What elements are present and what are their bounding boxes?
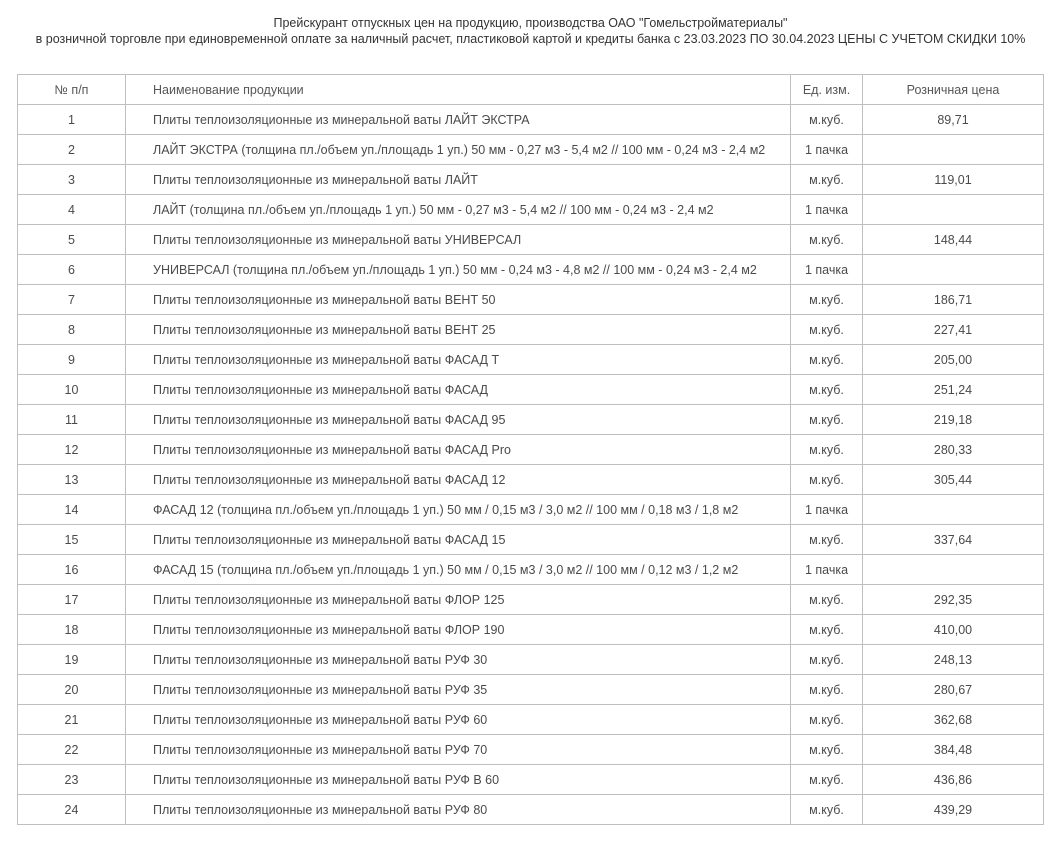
header-row [18,75,1044,105]
table-row [18,255,1044,285]
cell-num: 13 [18,465,126,495]
cell-unit: м.куб. [791,705,863,735]
cell-price: 205,00 [863,345,1044,375]
cell-price: 89,71 [863,105,1044,135]
cell-price: 148,44 [863,225,1044,255]
header-price: Розничная цена [863,75,1044,105]
cell-price [863,195,1044,225]
heading-line-1: Прейскурант отпускных цен на продукцию, производства ОАО "Гомельстройматериалы" [273,16,788,30]
cell-num: 23 [18,765,126,795]
header-unit: Ед. изм. [791,75,863,105]
cell-price: 219,18 [863,405,1044,435]
cell-unit: 1 пачка [791,555,863,585]
table-row [18,705,1044,735]
cell-price: 337,64 [863,525,1044,555]
cell-name: Плиты теплоизоляционные из минеральной ваты ФЛОР 190 [126,615,791,645]
cell-unit: м.куб. [791,435,863,465]
cell-price: 362,68 [863,705,1044,735]
cell-num: 2 [18,135,126,165]
cell-unit: м.куб. [791,105,863,135]
header-name: Наименование продукции [126,75,791,105]
cell-unit: м.куб. [791,675,863,705]
cell-unit: 1 пачка [791,495,863,525]
cell-unit: 1 пачка [791,255,863,285]
cell-num: 14 [18,495,126,525]
cell-name: ЛАЙТ (толщина пл./объем уп./площадь 1 уп.) 50 мм - 0,27 м3 - 5,4 м2 // 100 мм - 0,24 м3 - 2,4 м2 [126,195,791,225]
cell-num: 11 [18,405,126,435]
cell-name: Плиты теплоизоляционные из минеральной ваты ФАСАД 15 [126,525,791,555]
cell-name: Плиты теплоизоляционные из минеральной ваты ФЛОР 125 [126,585,791,615]
cell-unit: м.куб. [791,405,863,435]
cell-name: Плиты теплоизоляционные из минеральной ваты УНИВЕРСАЛ [126,225,791,255]
cell-num: 6 [18,255,126,285]
table-row [18,495,1044,525]
cell-num: 16 [18,555,126,585]
cell-price [863,255,1044,285]
cell-num: 24 [18,795,126,825]
table-row [18,105,1044,135]
cell-name: ФАСАД 15 (толщина пл./объем уп./площадь 1 уп.) 50 мм / 0,15 м3 / 3,0 м2 // 100 мм / 0,12 м3 / 1,2 м2 [126,555,791,585]
cell-unit: м.куб. [791,375,863,405]
cell-name: ЛАЙТ ЭКСТРА (толщина пл./объем уп./площадь 1 уп.) 50 мм - 0,27 м3 - 5,4 м2 // 100 мм - 0,24 м3 - 2,4 м2 [126,135,791,165]
table-row [18,465,1044,495]
cell-num: 17 [18,585,126,615]
table-row [18,195,1044,225]
cell-unit: м.куб. [791,465,863,495]
table-row [18,405,1044,435]
price-table-header [18,75,1044,105]
cell-name: Плиты теплоизоляционные из минеральной ваты ЛАЙТ [126,165,791,195]
cell-price: 119,01 [863,165,1044,195]
table-row [18,375,1044,405]
cell-name: Плиты теплоизоляционные из минеральной ваты ФАСАД [126,375,791,405]
cell-price: 186,71 [863,285,1044,315]
cell-unit: 1 пачка [791,195,863,225]
cell-unit: м.куб. [791,795,863,825]
cell-unit: м.куб. [791,615,863,645]
cell-unit: м.куб. [791,735,863,765]
cell-name: Плиты теплоизоляционные из минеральной ваты ВЕНТ 50 [126,285,791,315]
cell-unit: м.куб. [791,765,863,795]
cell-price [863,495,1044,525]
cell-num: 19 [18,645,126,675]
cell-num: 3 [18,165,126,195]
table-row [18,765,1044,795]
cell-name: Плиты теплоизоляционные из минеральной ваты РУФ 30 [126,645,791,675]
table-row [18,645,1044,675]
cell-num: 10 [18,375,126,405]
cell-price [863,135,1044,165]
table-row [18,795,1044,825]
table-row [18,135,1044,165]
price-list-heading [0,15,1061,47]
cell-unit: м.куб. [791,225,863,255]
table-row [18,525,1044,555]
table-row [18,555,1044,585]
cell-price: 305,44 [863,465,1044,495]
table-row [18,675,1044,705]
cell-name: Плиты теплоизоляционные из минеральной ваты ВЕНТ 25 [126,315,791,345]
cell-price: 251,24 [863,375,1044,405]
cell-name: УНИВЕРСАЛ (толщина пл./объем уп./площадь 1 уп.) 50 мм - 0,24 м3 - 4,8 м2 // 100 мм - 0,24 м3 - 2,4 м2 [126,255,791,285]
cell-num: 9 [18,345,126,375]
cell-name: Плиты теплоизоляционные из минеральной ваты ФАСАД Т [126,345,791,375]
table-row [18,285,1044,315]
cell-num: 20 [18,675,126,705]
cell-name: Плиты теплоизоляционные из минеральной ваты ФАСАД 95 [126,405,791,435]
cell-price: 248,13 [863,645,1044,675]
cell-unit: 1 пачка [791,135,863,165]
cell-name: Плиты теплоизоляционные из минеральной ваты ФАСАД 12 [126,465,791,495]
cell-price: 280,67 [863,675,1044,705]
cell-price: 384,48 [863,735,1044,765]
cell-num: 1 [18,105,126,135]
cell-name: Плиты теплоизоляционные из минеральной ваты РУФ В 60 [126,765,791,795]
cell-unit: м.куб. [791,315,863,345]
table-row [18,345,1044,375]
cell-name: Плиты теплоизоляционные из минеральной ваты ЛАЙТ ЭКСТРА [126,105,791,135]
cell-price: 280,33 [863,435,1044,465]
cell-num: 12 [18,435,126,465]
price-table [17,74,1044,825]
cell-num: 22 [18,735,126,765]
cell-name: Плиты теплоизоляционные из минеральной ваты РУФ 80 [126,795,791,825]
heading-line-2: в розничной торговле при единовременной оплате за наличный расчет, пластиковой картой и кредиты банка с 23.03.2023 ПО 30.04.2023 ЦЕНЫ С УЧЕТОМ СКИДКИ 10% [35,32,1026,46]
cell-name: Плиты теплоизоляционные из минеральной ваты РУФ 35 [126,675,791,705]
cell-unit: м.куб. [791,165,863,195]
cell-num: 8 [18,315,126,345]
table-row [18,165,1044,195]
cell-price: 227,41 [863,315,1044,345]
cell-name: Плиты теплоизоляционные из минеральной ваты РУФ 70 [126,735,791,765]
cell-unit: м.куб. [791,585,863,615]
cell-num: 15 [18,525,126,555]
table-row [18,315,1044,345]
cell-name: ФАСАД 12 (толщина пл./объем уп./площадь 1 уп.) 50 мм / 0,15 м3 / 3,0 м2 // 100 мм / 0,18 м3 / 1,8 м2 [126,495,791,525]
table-row [18,735,1044,765]
table-row [18,435,1044,465]
price-table-body [18,105,1044,825]
cell-price: 439,29 [863,795,1044,825]
table-row [18,225,1044,255]
cell-num: 4 [18,195,126,225]
cell-unit: м.куб. [791,345,863,375]
cell-price: 436,86 [863,765,1044,795]
cell-unit: м.куб. [791,645,863,675]
cell-num: 7 [18,285,126,315]
cell-num: 21 [18,705,126,735]
cell-name: Плиты теплоизоляционные из минеральной ваты ФАСАД Pro [126,435,791,465]
cell-unit: м.куб. [791,285,863,315]
cell-num: 18 [18,615,126,645]
cell-name: Плиты теплоизоляционные из минеральной ваты РУФ 60 [126,705,791,735]
cell-num: 5 [18,225,126,255]
cell-price [863,555,1044,585]
table-row [18,585,1044,615]
cell-unit: м.куб. [791,525,863,555]
cell-price: 292,35 [863,585,1044,615]
header-num: № п/п [18,75,126,105]
table-row [18,615,1044,645]
cell-price: 410,00 [863,615,1044,645]
